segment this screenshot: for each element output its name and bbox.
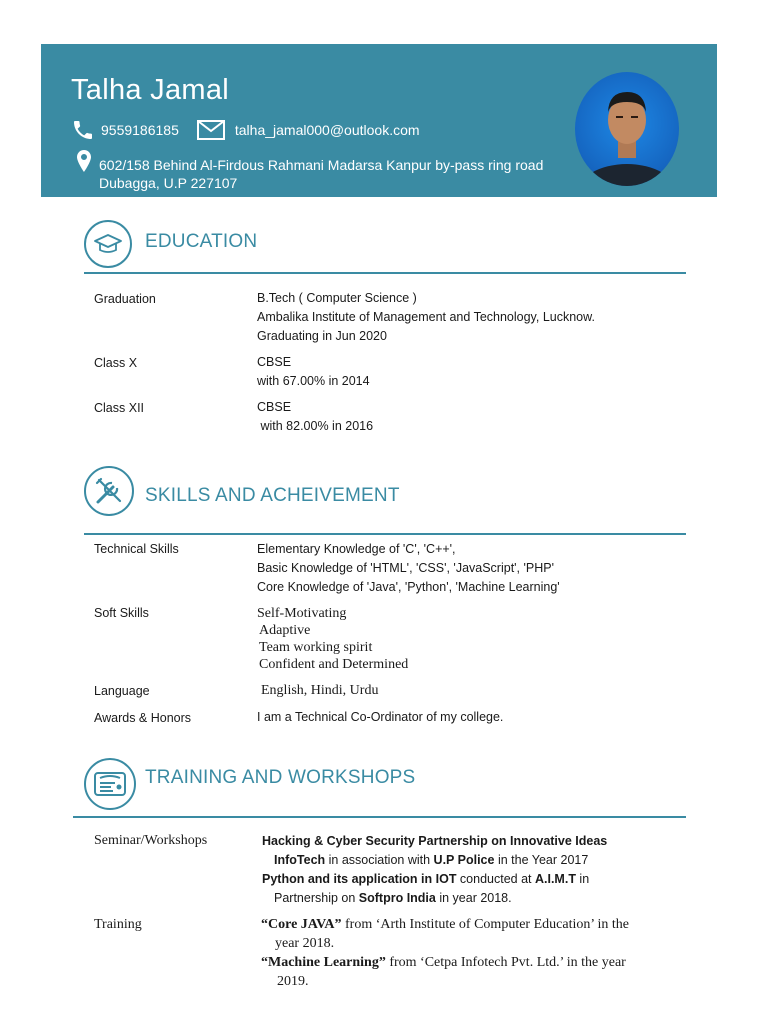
phone-icon	[71, 118, 95, 142]
graduation-cap-icon	[84, 220, 132, 268]
technical-skill-line: Elementary Knowledge of 'C', 'C++',	[257, 542, 456, 556]
language-label: Language	[94, 684, 150, 698]
institution: Ambalika Institute of Management and Technology, Lucknow.	[257, 310, 595, 324]
technical-skills-label: Technical Skills	[94, 542, 179, 556]
soft-skill-line: Team working spirit	[259, 640, 373, 655]
training-list	[261, 915, 629, 991]
address-line-2: Dubagga, U.P 227107	[99, 175, 238, 191]
graduation-date: Graduating in Jun 2020	[257, 329, 387, 343]
seminar-line-2: InfoTech in association with U.P Police in the Year 2017	[274, 853, 589, 867]
skills-title: SKILLS AND ACHEIVEMENT	[145, 485, 400, 506]
candidate-name: Talha Jamal	[71, 74, 230, 106]
training-title: TRAINING AND WORKSHOPS	[145, 767, 416, 788]
certificate-icon	[84, 758, 136, 810]
soft-skills-list	[257, 605, 408, 673]
seminar-list	[262, 832, 607, 908]
technical-skill-line: Core Knowledge of 'Java', 'Python', 'Machine Learning'	[257, 580, 560, 594]
training-item-1: “Core JAVA” from ‘Arth Institute of Computer Education’ in the	[261, 917, 629, 932]
location-pin-icon	[77, 150, 91, 177]
seminar-line-1: Hacking & Cyber Security Partnership on Innovative Ideas	[262, 834, 608, 848]
graduation-details	[257, 289, 595, 346]
education-divider	[84, 272, 686, 274]
language-value: English, Hindi, Urdu	[261, 683, 379, 698]
class-xii-board: CBSE	[257, 400, 292, 414]
soft-skills-label: Soft Skills	[94, 606, 149, 620]
seminar-label: Seminar/Workshops	[94, 833, 208, 848]
class-x-label: Class X	[94, 356, 138, 370]
phone-number[interactable]: 9559186185	[101, 122, 179, 138]
seminar-line-3: Python and its application in IOT conducted at A.I.M.T in	[262, 872, 590, 886]
email-address[interactable]: talha_jamal000@outlook.com	[234, 122, 420, 138]
skills-divider	[84, 533, 686, 535]
soft-skill-line: Adaptive	[259, 623, 311, 638]
mail-icon	[197, 120, 225, 140]
class-xii-details	[257, 398, 373, 436]
class-xii-score: with 82.00% in 2016	[257, 419, 374, 433]
training-item-1-cont: year 2018.	[275, 936, 335, 951]
seminar-line-4: Partnership on Softpro India in year 2018.	[274, 891, 512, 905]
training-label: Training	[94, 917, 142, 932]
class-x-board: CBSE	[257, 355, 292, 369]
class-x-score: with 67.00% in 2014	[257, 374, 370, 388]
education-title: EDUCATION	[145, 231, 258, 252]
awards-label: Awards & Honors	[94, 711, 192, 725]
class-x-details	[257, 353, 370, 391]
tools-icon	[84, 466, 134, 516]
resume-header	[41, 44, 717, 197]
postal-address	[99, 156, 599, 192]
degree: B.Tech ( Computer Science )	[257, 291, 417, 305]
profile-photo	[575, 72, 679, 186]
awards-value: I am a Technical Co-Ordinator of my college.	[257, 710, 504, 724]
training-item-2: “Machine Learning” from ‘Cetpa Infotech Pvt. Ltd.’ in the year	[261, 955, 626, 970]
technical-skill-line: Basic Knowledge of 'HTML', 'CSS', 'JavaScript', 'PHP'	[257, 561, 554, 575]
graduation-label: Graduation	[94, 292, 156, 306]
training-divider	[73, 816, 686, 818]
technical-skills-list	[257, 540, 560, 597]
class-xii-label: Class XII	[94, 401, 145, 415]
address-line-1: 602/158 Behind Al-Firdous Rahmani Madarsa Kanpur by-pass ring road	[99, 157, 544, 173]
training-item-2-cont: 2019.	[277, 974, 309, 989]
soft-skill-line: Self-Motivating	[257, 606, 347, 621]
soft-skill-line: Confident and Determined	[259, 657, 409, 672]
contact-row	[71, 118, 420, 142]
